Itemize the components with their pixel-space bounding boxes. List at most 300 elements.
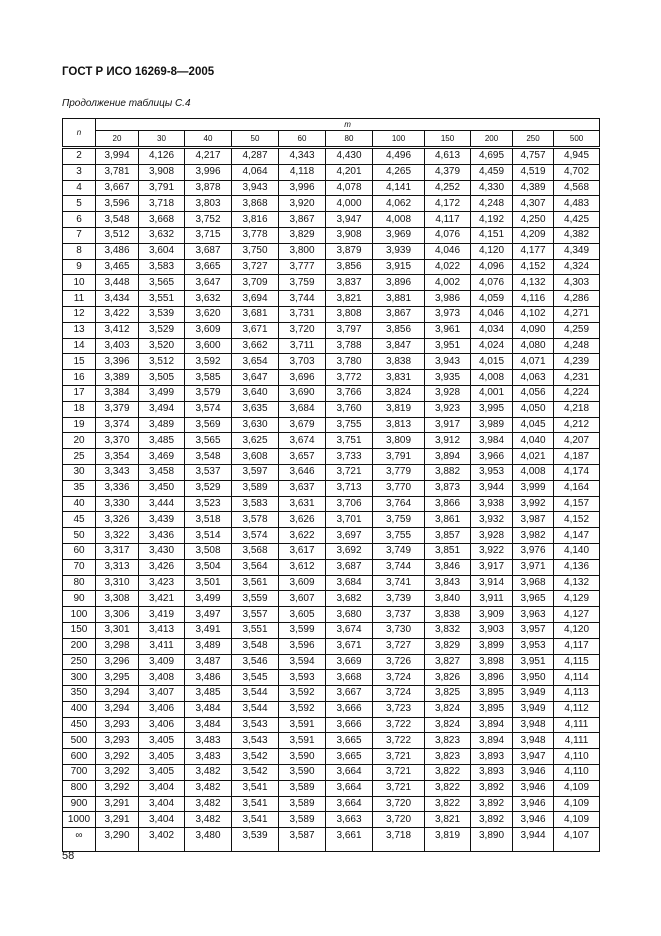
table-cell: 3,599 xyxy=(279,622,326,638)
table-cell: 3,898 xyxy=(471,654,513,670)
row-n-value: 15 xyxy=(63,354,96,370)
table-row xyxy=(63,701,600,717)
column-header-m-40: 40 xyxy=(185,131,232,148)
table-cell: 3,684 xyxy=(326,575,373,591)
table-cell: 3,665 xyxy=(326,749,373,765)
table-cell: 3,803 xyxy=(185,196,232,212)
table-row xyxy=(63,275,600,291)
table-cell: 3,777 xyxy=(279,259,326,275)
table-cell: 3,667 xyxy=(96,180,139,196)
table-cell: 3,402 xyxy=(139,828,185,852)
table-cell: 3,486 xyxy=(185,670,232,686)
table-cell: 4,008 xyxy=(373,212,425,228)
row-n-value: 9 xyxy=(63,259,96,275)
row-n-value: 150 xyxy=(63,622,96,638)
table-cell: 3,951 xyxy=(513,654,554,670)
table-cell: 3,867 xyxy=(279,212,326,228)
table-cell: 3,551 xyxy=(139,291,185,307)
table-cell: 3,846 xyxy=(425,559,471,575)
table-cell: 3,663 xyxy=(326,812,373,828)
table-row xyxy=(63,670,600,686)
table-cell: 3,557 xyxy=(232,607,279,623)
table-cell: 3,824 xyxy=(425,701,471,717)
table-row xyxy=(63,654,600,670)
table-cell: 3,968 xyxy=(513,575,554,591)
table-cell: 4,126 xyxy=(139,148,185,165)
row-n-value: 6 xyxy=(63,212,96,228)
table-cell: 3,657 xyxy=(279,449,326,465)
table-cell: 3,733 xyxy=(326,449,373,465)
table-cell: 3,892 xyxy=(471,780,513,796)
table-cell: 3,483 xyxy=(185,733,232,749)
table-cell: 3,668 xyxy=(139,212,185,228)
table-cell: 3,759 xyxy=(373,512,425,528)
table-cell: 3,317 xyxy=(96,543,139,559)
row-n-value: 4 xyxy=(63,180,96,196)
table-row xyxy=(63,464,600,480)
table-cell: 3,992 xyxy=(513,496,554,512)
column-header-m-250: 250 xyxy=(513,131,554,148)
table-cell: 3,491 xyxy=(185,622,232,638)
column-header-row xyxy=(63,131,600,148)
table-cell: 3,523 xyxy=(185,496,232,512)
table-cell: 3,505 xyxy=(139,370,185,386)
table-cell: 3,920 xyxy=(279,196,326,212)
row-n-value: 60 xyxy=(63,543,96,559)
table-cell: 3,482 xyxy=(185,765,232,781)
table-cell: 3,953 xyxy=(513,638,554,654)
table-cell: 4,177 xyxy=(513,243,554,259)
table-cell: 3,542 xyxy=(232,765,279,781)
table-cell: 3,543 xyxy=(232,717,279,733)
table-cell: 3,882 xyxy=(425,464,471,480)
table-cell: 3,494 xyxy=(139,401,185,417)
table-cell: 3,892 xyxy=(471,812,513,828)
table-cell: 3,518 xyxy=(185,512,232,528)
row-n-value: 500 xyxy=(63,733,96,749)
table-cell: 3,412 xyxy=(96,322,139,338)
table-cell: 3,701 xyxy=(326,512,373,528)
table-cell: 3,674 xyxy=(279,433,326,449)
table-cell: 3,751 xyxy=(326,433,373,449)
table-cell: 3,726 xyxy=(373,654,425,670)
table-cell: 3,551 xyxy=(232,622,279,638)
table-cell: 3,434 xyxy=(96,291,139,307)
table-cell: 3,484 xyxy=(185,701,232,717)
table-cell: 3,840 xyxy=(425,591,471,607)
table-cell: 4,209 xyxy=(513,227,554,243)
table-cell: 3,971 xyxy=(513,559,554,575)
table-cell: 3,938 xyxy=(471,496,513,512)
table-row xyxy=(63,385,600,401)
table-cell: 4,702 xyxy=(554,164,600,180)
table-cell: 4,110 xyxy=(554,765,600,781)
table-cell: 3,750 xyxy=(232,243,279,259)
table-cell: 4,695 xyxy=(471,148,513,165)
table-cell: 3,943 xyxy=(232,180,279,196)
table-cell: 3,838 xyxy=(425,607,471,623)
table-cell: 4,022 xyxy=(425,259,471,275)
row-n-value: 200 xyxy=(63,638,96,654)
table-cell: 3,856 xyxy=(326,259,373,275)
table-cell: 3,826 xyxy=(425,670,471,686)
table-row xyxy=(63,291,600,307)
column-header-m-500: 500 xyxy=(554,131,600,148)
table-cell: 3,822 xyxy=(425,796,471,812)
table-cell: 3,823 xyxy=(425,749,471,765)
table-cell: 3,935 xyxy=(425,370,471,386)
table-cell: 3,994 xyxy=(96,148,139,165)
column-header-m-150: 150 xyxy=(425,131,471,148)
table-cell: 4,008 xyxy=(513,464,554,480)
table-cell: 3,539 xyxy=(232,828,279,852)
table-cell: 4,109 xyxy=(554,812,600,828)
table-cell: 3,292 xyxy=(96,749,139,765)
table-row xyxy=(63,528,600,544)
table-cell: 3,290 xyxy=(96,828,139,852)
table-cell: 3,703 xyxy=(279,354,326,370)
table-cell: 4,056 xyxy=(513,385,554,401)
table-cell: 3,724 xyxy=(373,670,425,686)
table-cell: 4,059 xyxy=(471,291,513,307)
table-cell: 3,739 xyxy=(373,591,425,607)
column-header-m-50: 50 xyxy=(232,131,279,148)
table-cell: 3,965 xyxy=(513,591,554,607)
table-cell: 4,140 xyxy=(554,543,600,559)
table-cell: 3,403 xyxy=(96,338,139,354)
table-cell: 4,110 xyxy=(554,749,600,765)
table-cell: 3,730 xyxy=(373,622,425,638)
table-cell: 3,561 xyxy=(232,575,279,591)
row-n-value: 19 xyxy=(63,417,96,433)
table-cell: 3,637 xyxy=(279,480,326,496)
table-cell: 4,112 xyxy=(554,701,600,717)
table-cell: 3,881 xyxy=(373,291,425,307)
table-cell: 3,894 xyxy=(425,449,471,465)
table-cell: 3,829 xyxy=(279,227,326,243)
table-cell: 4,349 xyxy=(554,243,600,259)
table-cell: 4,483 xyxy=(554,196,600,212)
table-row xyxy=(63,180,600,196)
table-cell: 3,766 xyxy=(326,385,373,401)
table-cell: 3,825 xyxy=(425,686,471,702)
table-cell: 3,963 xyxy=(513,607,554,623)
table-cell: 3,665 xyxy=(326,733,373,749)
table-cell: 3,813 xyxy=(373,417,425,433)
table-row xyxy=(63,686,600,702)
table-cell: 3,682 xyxy=(326,591,373,607)
table-cell: 4,259 xyxy=(554,322,600,338)
table-cell: 3,851 xyxy=(425,543,471,559)
table-cell: 3,419 xyxy=(139,607,185,623)
table-cell: 3,720 xyxy=(373,812,425,828)
table-cell: 3,404 xyxy=(139,812,185,828)
table-cell: 3,984 xyxy=(471,433,513,449)
table-cell: 3,546 xyxy=(232,654,279,670)
table-cell: 3,724 xyxy=(373,686,425,702)
table-cell: 3,294 xyxy=(96,686,139,702)
table-cell: 3,612 xyxy=(279,559,326,575)
table-cell: 4,118 xyxy=(279,164,326,180)
table-cell: 3,520 xyxy=(139,338,185,354)
table-cell: 3,755 xyxy=(326,417,373,433)
table-cell: 4,250 xyxy=(513,212,554,228)
table-cell: 3,313 xyxy=(96,559,139,575)
table-cell: 4,287 xyxy=(232,148,279,165)
table-cell: 3,706 xyxy=(326,496,373,512)
table-cell: 3,458 xyxy=(139,464,185,480)
table-cell: 3,722 xyxy=(373,717,425,733)
table-cell: 4,109 xyxy=(554,796,600,812)
critical-values-table xyxy=(62,118,600,852)
table-cell: 3,727 xyxy=(232,259,279,275)
table-cell: 3,867 xyxy=(373,306,425,322)
table-cell: 3,605 xyxy=(279,607,326,623)
table-cell: 3,497 xyxy=(185,607,232,623)
table-cell: 3,947 xyxy=(513,749,554,765)
table-cell: 3,943 xyxy=(425,354,471,370)
table-cell: 3,727 xyxy=(373,638,425,654)
table-cell: 3,764 xyxy=(373,496,425,512)
row-n-value: 1000 xyxy=(63,812,96,828)
table-cell: 3,946 xyxy=(513,765,554,781)
row-n-value: 900 xyxy=(63,796,96,812)
table-cell: 4,096 xyxy=(471,259,513,275)
table-cell: 4,519 xyxy=(513,164,554,180)
row-n-value: 35 xyxy=(63,480,96,496)
table-cell: 4,117 xyxy=(554,638,600,654)
table-cell: 3,508 xyxy=(185,543,232,559)
table-cell: 3,946 xyxy=(513,812,554,828)
table-row xyxy=(63,148,600,165)
table-cell: 3,664 xyxy=(326,780,373,796)
table-cell: 3,995 xyxy=(471,401,513,417)
table-cell: 3,866 xyxy=(425,496,471,512)
table-cell: 3,894 xyxy=(471,733,513,749)
table-cell: 3,647 xyxy=(232,370,279,386)
table-cell: 4,046 xyxy=(471,306,513,322)
table-cell: 3,829 xyxy=(425,638,471,654)
table-cell: 4,050 xyxy=(513,401,554,417)
table-cell: 4,046 xyxy=(425,243,471,259)
table-cell: 3,647 xyxy=(185,275,232,291)
row-n-value: 300 xyxy=(63,670,96,686)
table-cell: 4,152 xyxy=(513,259,554,275)
row-n-value: 18 xyxy=(63,401,96,417)
table-caption: Продолжение таблицы С.4 xyxy=(62,98,191,109)
table-cell: 3,600 xyxy=(185,338,232,354)
table-cell: 3,923 xyxy=(425,401,471,417)
table-cell: 4,120 xyxy=(554,622,600,638)
table-cell: 3,512 xyxy=(139,354,185,370)
table-cell: 3,529 xyxy=(185,480,232,496)
table-cell: 3,770 xyxy=(373,480,425,496)
table-cell: 3,343 xyxy=(96,464,139,480)
table-cell: 3,589 xyxy=(232,480,279,496)
table-cell: 3,982 xyxy=(513,528,554,544)
table-cell: 3,821 xyxy=(326,291,373,307)
table-cell: 3,626 xyxy=(279,512,326,528)
table-cell: 3,671 xyxy=(326,638,373,654)
row-n-value: 700 xyxy=(63,765,96,781)
table-cell: 3,824 xyxy=(373,385,425,401)
table-cell: 3,592 xyxy=(279,701,326,717)
table-cell: 3,932 xyxy=(471,512,513,528)
table-cell: 3,591 xyxy=(279,733,326,749)
table-cell: 3,721 xyxy=(373,749,425,765)
table-cell: 3,664 xyxy=(326,765,373,781)
table-cell: 3,404 xyxy=(139,780,185,796)
column-header-m-30: 30 xyxy=(139,131,185,148)
table-cell: 3,426 xyxy=(139,559,185,575)
table-cell: 4,459 xyxy=(471,164,513,180)
table-cell: 3,294 xyxy=(96,701,139,717)
table-cell: 3,721 xyxy=(326,464,373,480)
table-cell: 4,174 xyxy=(554,464,600,480)
table-cell: 4,107 xyxy=(554,828,600,852)
table-cell: 4,001 xyxy=(471,385,513,401)
table-cell: 3,722 xyxy=(373,733,425,749)
table-cell: 3,697 xyxy=(326,528,373,544)
table-cell: 3,322 xyxy=(96,528,139,544)
table-row xyxy=(63,227,600,243)
column-header-m-80: 80 xyxy=(326,131,373,148)
table-cell: 3,895 xyxy=(471,686,513,702)
table-cell: 3,354 xyxy=(96,449,139,465)
table-cell: 3,607 xyxy=(279,591,326,607)
table-cell: 4,151 xyxy=(471,227,513,243)
table-cell: 3,987 xyxy=(513,512,554,528)
table-cell: 3,291 xyxy=(96,812,139,828)
table-cell: 3,819 xyxy=(373,401,425,417)
table-cell: 3,948 xyxy=(513,717,554,733)
table-row xyxy=(63,212,600,228)
row-n-value: 11 xyxy=(63,291,96,307)
table-cell: 4,757 xyxy=(513,148,554,165)
table-cell: 3,666 xyxy=(326,717,373,733)
table-cell: 3,308 xyxy=(96,591,139,607)
table-cell: 3,548 xyxy=(185,449,232,465)
table-cell: 4,201 xyxy=(326,164,373,180)
table-cell: 3,896 xyxy=(471,670,513,686)
table-cell: 3,583 xyxy=(139,259,185,275)
table-cell: 3,608 xyxy=(232,449,279,465)
table-cell: 4,111 xyxy=(554,717,600,733)
table-cell: 3,544 xyxy=(232,701,279,717)
table-cell: 4,224 xyxy=(554,385,600,401)
table-cell: 3,585 xyxy=(185,370,232,386)
table-cell: 4,141 xyxy=(373,180,425,196)
table-cell: 4,248 xyxy=(554,338,600,354)
table-cell: 3,819 xyxy=(425,828,471,852)
table-cell: 3,482 xyxy=(185,780,232,796)
table-cell: 3,565 xyxy=(139,275,185,291)
table-cell: 3,731 xyxy=(279,306,326,322)
table-cell: 3,298 xyxy=(96,638,139,654)
table-cell: 3,444 xyxy=(139,496,185,512)
table-cell: 4,063 xyxy=(513,370,554,386)
table-cell: 3,791 xyxy=(139,180,185,196)
table-cell: 3,541 xyxy=(232,780,279,796)
table-cell: 3,843 xyxy=(425,575,471,591)
table-cell: 3,450 xyxy=(139,480,185,496)
table-row xyxy=(63,306,600,322)
row-n-value: 450 xyxy=(63,717,96,733)
table-cell: 3,687 xyxy=(185,243,232,259)
table-cell: 3,409 xyxy=(139,654,185,670)
table-body xyxy=(63,148,600,852)
table-cell: 3,973 xyxy=(425,306,471,322)
table-cell: 3,665 xyxy=(185,259,232,275)
table-cell: 3,370 xyxy=(96,433,139,449)
table-cell: 4,389 xyxy=(513,180,554,196)
row-n-value: 3 xyxy=(63,164,96,180)
table-cell: 4,076 xyxy=(471,275,513,291)
row-n-value: 45 xyxy=(63,512,96,528)
table-cell: 3,857 xyxy=(425,528,471,544)
table-cell: 3,947 xyxy=(326,212,373,228)
table-cell: 3,664 xyxy=(326,796,373,812)
table-cell: 3,922 xyxy=(471,543,513,559)
table-cell: 3,292 xyxy=(96,765,139,781)
table-cell: 3,568 xyxy=(232,543,279,559)
table-cell: 3,948 xyxy=(513,733,554,749)
table-cell: 3,711 xyxy=(279,338,326,354)
table-row xyxy=(63,243,600,259)
table-cell: 4,192 xyxy=(471,212,513,228)
table-cell: 4,015 xyxy=(471,354,513,370)
table-cell: 3,579 xyxy=(185,385,232,401)
table-cell: 4,024 xyxy=(471,338,513,354)
table-cell: 3,609 xyxy=(279,575,326,591)
table-cell: 3,617 xyxy=(279,543,326,559)
row-n-value: 600 xyxy=(63,749,96,765)
table-cell: 3,744 xyxy=(373,559,425,575)
table-cell: 3,408 xyxy=(139,670,185,686)
row-n-value: 12 xyxy=(63,306,96,322)
table-cell: 3,690 xyxy=(279,385,326,401)
table-cell: 3,808 xyxy=(326,306,373,322)
table-cell: 4,115 xyxy=(554,654,600,670)
table-cell: 4,187 xyxy=(554,449,600,465)
table-cell: 4,239 xyxy=(554,354,600,370)
table-cell: 3,720 xyxy=(373,796,425,812)
table-cell: 4,120 xyxy=(471,243,513,259)
table-cell: 3,721 xyxy=(373,765,425,781)
table-cell: 3,946 xyxy=(513,780,554,796)
table-cell: 3,578 xyxy=(232,512,279,528)
row-n-value: 17 xyxy=(63,385,96,401)
table-cell: 3,499 xyxy=(185,591,232,607)
table-cell: 3,674 xyxy=(326,622,373,638)
table-row xyxy=(63,370,600,386)
table-cell: 3,709 xyxy=(232,275,279,291)
row-n-value: 25 xyxy=(63,449,96,465)
table-cell: 3,469 xyxy=(139,449,185,465)
table-cell: 4,425 xyxy=(554,212,600,228)
table-cell: 4,430 xyxy=(326,148,373,165)
table-cell: 3,548 xyxy=(96,212,139,228)
table-row xyxy=(63,733,600,749)
row-n-value: 40 xyxy=(63,496,96,512)
table-cell: 4,330 xyxy=(471,180,513,196)
table-cell: 3,594 xyxy=(279,654,326,670)
table-cell: 3,917 xyxy=(425,417,471,433)
table-cell: 3,631 xyxy=(279,496,326,512)
column-header-m-200: 200 xyxy=(471,131,513,148)
table-cell: 3,564 xyxy=(232,559,279,575)
table-cell: 3,541 xyxy=(232,812,279,828)
